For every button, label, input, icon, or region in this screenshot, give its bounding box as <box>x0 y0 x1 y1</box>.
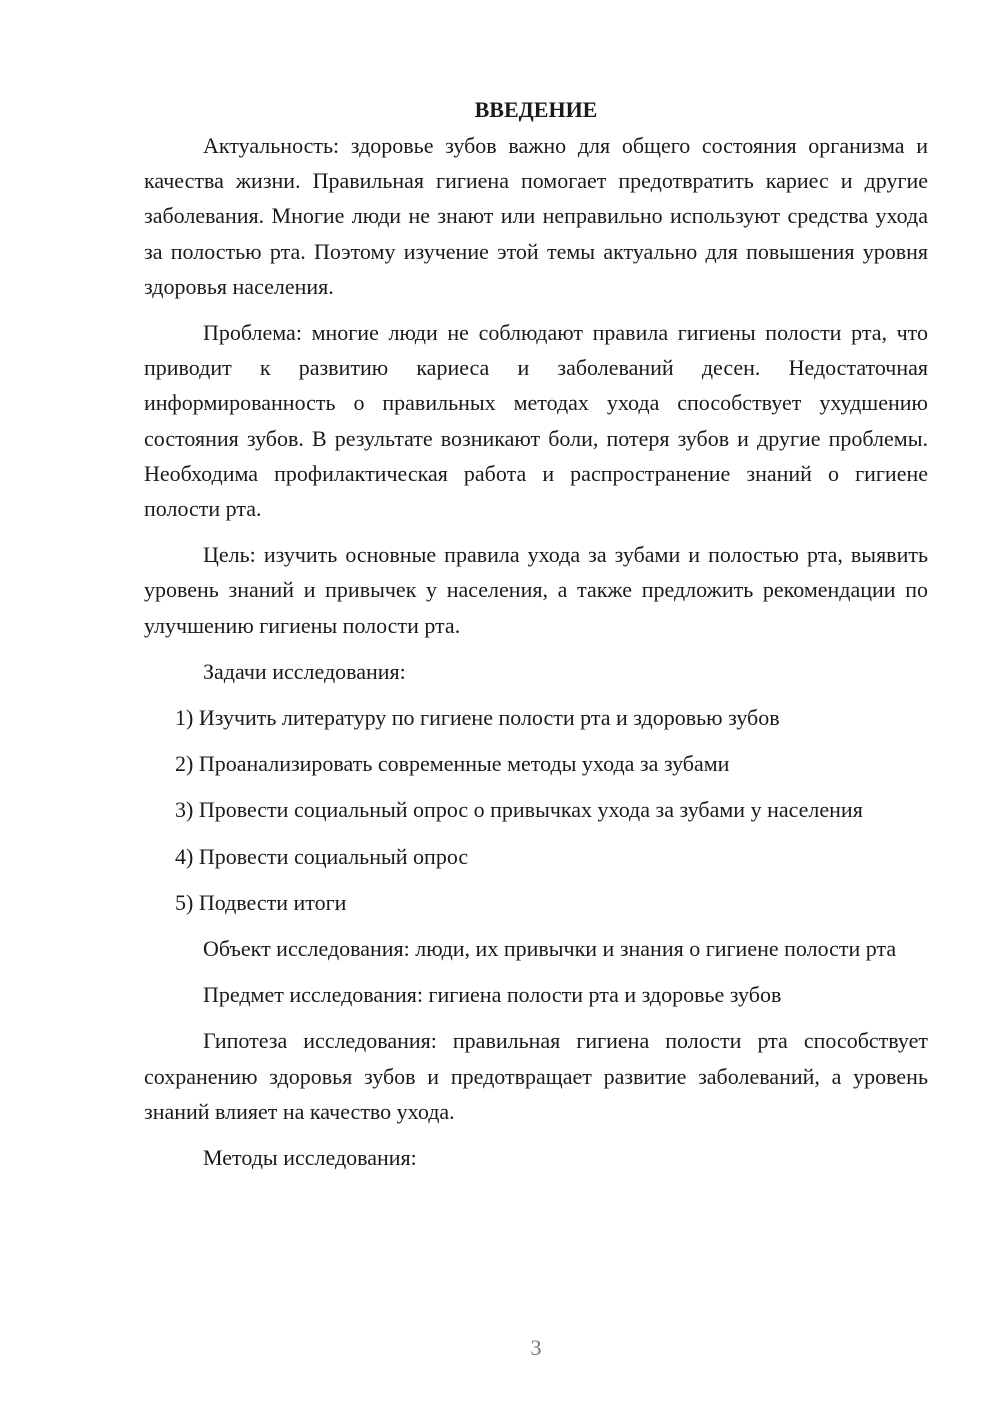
paragraph-methods: Методы исследования: <box>203 1145 417 1171</box>
task-item-2: 2) Проанализировать современные методы ухода за зубами <box>175 751 730 777</box>
page-number: 3 <box>530 1335 542 1360</box>
paragraph-goal: Цель: изучить основные правила ухода за зубами и полостью рта, выявить уровень знаний и привычек у населения, а также предложить рекомендации по улучшению гигиены полости рта. <box>144 542 928 638</box>
task-item-1: 1) Изучить литературу по гигиене полости рта и здоровью зубов <box>175 705 780 731</box>
paragraph-relevance: Актуальность: здоровье зубов важно для общего состояния организма и качества жизни. Правильная гигиена помогает предотвратить кариес и другие заболевания. Многие люди не знают или неправильно используют средства ухода за полостью рта. Поэтому изучение этой темы актуально для повышения уровня здоровья населения. <box>144 133 928 299</box>
task-item-3: 3) Провести социальный опрос о привычках ухода за зубами у населения <box>175 797 863 823</box>
task-item-5: 5) Подвести итоги <box>175 889 347 915</box>
task-item-4: 4) Провести социальный опрос <box>175 843 469 869</box>
paragraph-problem: Проблема: многие люди не соблюдают правила гигиены полости рта, что приводит к развитию кариеса и заболеваний десен. Недостаточная информированность о правильных методах ухода способствует ухудшению состояния зубов. В результате возникают боли, потеря зубов и другие проблемы. Необходима профилактическая работа и распространение знаний о гигиене полости рта. <box>144 320 928 522</box>
paragraph-object: Объект исследования: люди, их привычки и знания о гигиене полости рта <box>203 936 897 962</box>
document-page <box>144 92 928 1186</box>
paragraph-tasks-heading: Задачи исследования: <box>203 658 406 684</box>
paragraph-hypothesis: Гипотеза исследования: правильная гигиена полости рта способствует сохранению здоровья зубов и предотвращает развитие заболеваний, а уровень знаний влияет на качество ухода. <box>144 1028 928 1124</box>
paragraph-subject: Предмет исследования: гигиена полости рта и здоровье зубов <box>203 982 782 1008</box>
page-title: ВВЕДЕНИЕ <box>474 97 598 122</box>
